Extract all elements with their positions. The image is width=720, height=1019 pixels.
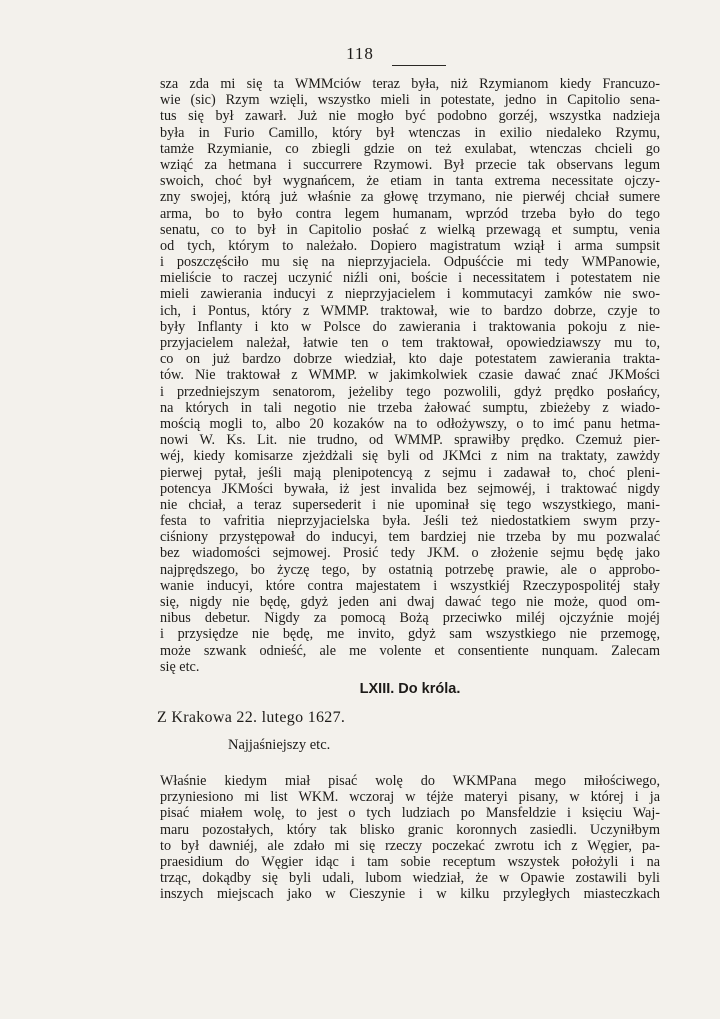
text-line: swoich, choć był wygnańcem, że etiam in tanta extrema necessitate ojczy- [160,173,660,190]
text-line: najprędszego, bo życzę tego, by ostatnią potrzebę prawie, ale o approbo- [160,561,660,578]
text-line: na których in tali negotio nie trzeba żałować sumptu, zbieżeby z wiado- [160,399,660,416]
text-line: przyjacielem należał, łatwie ten o tem traktował, opowiedziawszy mu to, [160,335,660,351]
text-line: przyniesiono mi list WKM. wczoraj w téjże materyi pisany, w której i ja [160,789,660,806]
text-line: sza zda mi się ta WMMciów teraz była, niż Rzymianom kiedy Francuzo- [160,76,660,92]
text-line: były Inflanty i kto w Polsce do zawierania i traktowania pokoju z nie- [160,318,660,335]
text-line: wziąć za hetmana i succurrere Rzymowi. Był przecie tak observans legum [160,156,660,173]
text-line: mieliście to raczej uczynić niźli oni, boście i necessitatem i potestatem nie [160,270,660,287]
page-number-rule [392,65,446,66]
text-line: wie (sic) Rzym wzięli, wszystko mieli in potestate, jedno in Capitolio sena- [160,92,660,109]
text-line: i poszczęściło mu się na nieprzyjaciela. Odpuśćcie mi tedy WMPanowie, [160,254,660,271]
text-line: festa to vafritia nieprzyjacielska była. Jeśli też niedostatkiem swym przy- [160,513,660,530]
text-line: pisać miałem wolę, to jest o tych ludziach po Mansfeldzie i księciu Waj- [160,805,660,822]
text-line: i przedniejszym senatorom, jeżeliby tego pozwolili, gdyż prędko posłańcy, [160,383,660,400]
letter-heading: LXIII. Do króla. [359,681,461,697]
text-line: wéj, kiedy komisarze zjeżdżali się byli od JKMci z nim na traktaty, zawżdy [160,448,660,465]
text-line: trząc, dokądby się byli udali, lubom wiedział, że w Opawie zostawili byli [160,870,660,887]
letter-dateline: Z Krakowa 22. lutego 1627. [157,709,346,726]
text-line: bez wiadomości sejmowej. Prosić tedy JKM. o złożenie sejmu będę jako [160,545,660,562]
text-line: co on już bardzo dobrze wiedział, kto daje potestatem zawierania trakta- [160,351,660,368]
text-line: się, nigdy nie będę, gdyż jeden ani dwaj dawać tego nie może, quod om- [160,594,660,610]
text-line: ich, i Pontus, który z WMMP. traktował, wie to bardzo dobrze, czyje to [160,302,660,319]
text-line: wanie inducyi, które contra majestatem i wszystkiéj Rzeczypospolitéj stały [160,577,660,594]
text-line: tamże Rzymianie, co zbiegli gdzie on też exulabat, wtenczas chcieli go [160,140,660,157]
text-line: od tych, którym to należało. Dopiero magistratum wziął i arma sumpsit [160,237,660,254]
text-line: senatu, co to był in Capitolio posłać z wielką przewagą et sumptu, venia [160,221,660,238]
text-line: nie chciał, a teraz supersederit i nie upominał się tego wszystkiego, mani- [160,496,660,513]
text-line: może szwank odnieść, ale me volente et consentiente nunquam. Zalecam [160,642,660,659]
text-line: tów. Nie traktował z WMMP. w jakimkolwiek czasie dawać znać JKMości [160,367,660,384]
text-line: Właśnie kiedym miał pisać wolę do WKMPana mego miłościwego, [160,773,660,789]
letter-salutation: Najjaśniejszy etc. [228,737,331,753]
text-line: była in Furio Camillo, który był wtenczas in exilio niedaleko Rzymu, [160,124,660,141]
text-line: praesidium do Węgier idąc i tam sobie receptum wszystek położyli i na [160,853,660,870]
text-line: inszych miejscach jako w Cieszynie i w kilku przyległych miasteczkach [160,886,660,903]
text-line: tus się był zawarł. Już nie mogło być podobno gorzéj, wszystka nadzieja [160,108,660,125]
text-line: pierwej pytał, jeśli mają plenipotencyą z sejmu i zadawał to, choć pleni- [160,464,660,481]
text-line: arma, bo to było contra legem humanam, wprzód trzeba było do tego [160,205,660,222]
text-line: się etc. [160,658,200,675]
text-line: mieli zawierania inducyi z nieprzyjacielem i kommutacyi zamków nie swo- [160,286,660,303]
text-line: nowi W. Ks. Lit. nie trudno, od WMMP. sprawiłby prędko. Czemuż pier- [160,432,660,449]
text-line: ciśniony przystępował do inducyi, tem bardziej nie trzeba by mu pozwalać [160,529,660,546]
letter-paragraph-1 [160,76,660,675]
text-line: potencya JKMości bywała, iż jest invalida bez sejmowéj, i traktować nigdy [160,480,660,497]
text-line: nibus debetur. Nigdy za pomocą Bożą przeciwko miléj ojczyźnie mojéj [160,610,660,627]
text-line: maru pozostałych, który tak blisko granic koronnych zasiedli. Uczyniłbym [160,821,660,838]
page-number: 118 [346,44,374,63]
text-line: mością mogli to, albo 20 kozaków na to odłożywszy, o to imć panu hetma- [160,415,660,432]
text-line: to był dawniéj, ale zdało mi się rzeczy poczekać zwrotu ich z Węgier, pa- [160,837,660,854]
text-line: zny swojej, którą już właśnie za głowę trzymano, nie pierwéj chciał sumere [160,189,660,206]
text-line: i przysiędze nie będę, me invito, gdyż sam wszystkiego nie przemogę, [160,626,660,643]
letter-paragraph-2 [160,773,660,903]
